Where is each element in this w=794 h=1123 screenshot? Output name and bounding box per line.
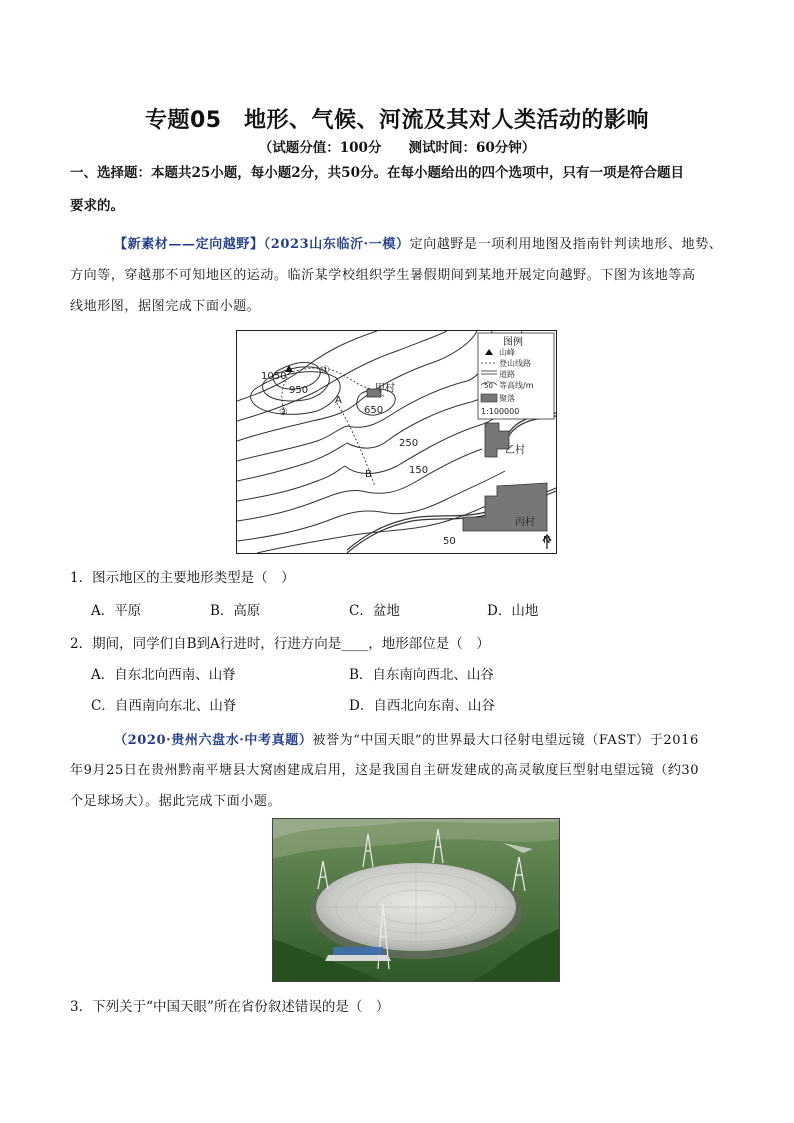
group1-text-line2: 方向等，穿越那不可知地区的运动。临沂某学校组织学生暑假期间到某地开展定向越野。下图为该地等高: [70, 268, 696, 283]
legend-item-peak: 山峰: [499, 348, 515, 357]
legend-item-road: 道路: [499, 370, 515, 379]
contour-line: [237, 331, 492, 461]
q1-option-a: A．平原: [91, 603, 142, 619]
label-point-B: B: [365, 469, 372, 480]
legend-title: 图例: [503, 337, 523, 348]
page-subtitle: （试题分值：100分 测试时间：60分钟）: [258, 140, 536, 156]
q2-option-a: A．自东北向西南、山脊: [91, 667, 236, 683]
legend-item-contour: 等高线/m: [499, 381, 534, 390]
q3-stem: 3．下列关于“中国天眼”所在省份叙述错误的是（ ）: [70, 999, 390, 1015]
q2-option-b: B．自东南向西北、山谷: [349, 667, 494, 683]
q2-option-d: D．自西北向东南、山谷: [349, 698, 495, 714]
fast-telescope-photo: [272, 818, 560, 982]
label-contour-650: 650: [364, 405, 384, 416]
q1-option-d: D．山地: [487, 603, 539, 619]
q1-option-b: B．高原: [210, 603, 261, 619]
group1-source: 【新素材——定向越野】（2023山东临沂·一模）: [114, 237, 410, 252]
label-village-yi: 乙村: [505, 445, 525, 456]
contour-line: [257, 503, 492, 553]
section-heading-line1: 一、选择题：本题共25小题，每小题2分，共50分。在每小题给出的四个选项中，只有一项是符合题目: [70, 165, 684, 181]
label-point-2: ②: [279, 407, 288, 418]
legend-item-route: 登山线路: [499, 359, 531, 368]
contour-line: [237, 449, 482, 521]
label-north: N: [543, 535, 551, 546]
legend-item-settlement: 聚落: [499, 394, 515, 403]
q1-stem: 1．图示地区的主要地形类型是（ ）: [70, 570, 295, 586]
contour-map: [237, 331, 556, 553]
fast-telescope-illustration: [273, 819, 559, 981]
label-contour-50: 50: [443, 536, 456, 547]
group2-text-line1: 被誉为“中国天眼”的世界最大口径射电望远镜（FAST）于2016: [312, 733, 699, 748]
page-title: 专题05 地形、气候、河流及其对人类活动的影响: [144, 108, 650, 133]
group2-text-line2: 年9月25日在贵州黔南平塘县大窝凼建成启用，这是我国自主研发建成的高灵敏度巨型射电望远镜（约30: [70, 763, 700, 778]
group1-intro-line1: [70, 230, 730, 260]
label-point-1: ①: [321, 365, 330, 376]
q2-option-c: C．自西南向东北、山脊: [91, 698, 237, 714]
label-peak-elevation: 1050: [261, 371, 287, 382]
q1-option-c: C．盆地: [349, 603, 400, 619]
contour-map-figure: [236, 330, 557, 554]
label-contour-950: 950: [289, 385, 309, 396]
section-heading-line2: 要求的。: [70, 198, 124, 214]
road: [507, 416, 556, 439]
label-village-jia: 甲村: [375, 383, 395, 394]
group1-text-line3: 线地形图，据图完成下面小题。: [70, 299, 261, 314]
group2-source: （2020·贵州六盘水·中考真题）: [114, 733, 313, 748]
legend-settlement-symbol: [481, 394, 497, 402]
group2-text-line3: 个足球场大）。据此完成下面小题。: [70, 794, 282, 809]
label-contour-250: 250: [399, 438, 419, 449]
group2-intro-line1: [70, 726, 730, 756]
legend-contour-sample: 50: [484, 382, 493, 390]
label-point-A: A: [335, 395, 342, 406]
label-contour-150: 150: [409, 465, 429, 476]
label-village-bing: 丙村: [515, 517, 535, 528]
legend-scale: 1:100000: [481, 407, 520, 416]
group1-text-line1: 定向越野是一项利用地图及指南针判读地形、地势、: [409, 237, 723, 252]
q2-stem: 2．期间，同学们自B到A行进时，行进方向是____，地形部位是（ ）: [70, 636, 490, 652]
